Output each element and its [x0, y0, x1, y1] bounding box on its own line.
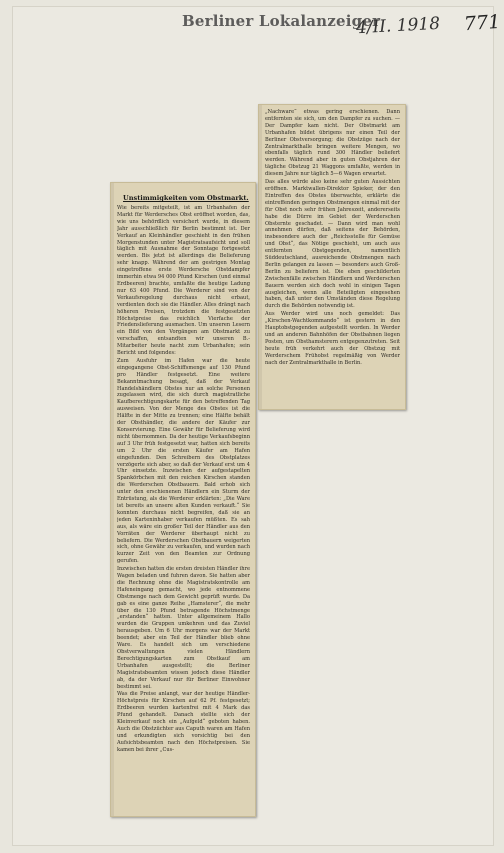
handwritten-date: 4/II. 1918 — [355, 13, 441, 39]
clipping-shadow — [111, 183, 114, 816]
right-paragraph-2: Das alles würde also keine sehr guten Aussichten eröffnen. Marktwallen-Direktor Spieker, der den Eintreffen des Obstes überwachte, erklärte die eintreffenden geringen Obstmengen einmal mit der für Obst noch sehr frühen Jahreszeit, andererseits habe die Dürre im Gebiet der Werderschen Obsternte geschadet. — Dann wird man wohl annehmen dürfen, daß seitens der Behörden, insbesondere auch der „Reichsstelle für Gemüse und Obst“, das Nötige geschieht, um auch aus entfernten Obstgegenden, namentlich Süddeutschland, ausreichende Obstmengen nach Berlin gelangen zu lassen — besonders auch Groß-Berlin zu beliefern ist. Die eben geschilderten Zwischenfälle zwischen Händlern und Werderschen Bauern werden sich doch wohl in einigen Tagen ausgleichen, wenn alle Beteiligten eingesehen haben, daß unter den Umständen diese Regelung durch die Behörden notwendig ist. — [265, 179, 400, 310]
article-headline: Unstimmigkeiten vom Obstmarkt. — [123, 194, 249, 202]
left-paragraph-4: Was die Preise anlangt, war der heutige Händler-Höchstpreis für Kirschen auf 62 Pf. festgesetzt; Erdbeeren wurden kartenfrei mit 4 Mark das Pfund gehandelt. Danach stellte sich der Kleinverkauf noch ein „Aufgeld“ geboten haben. Auch die Obstzüchter aus Caputh waren am Hafen und erkundigten sich vorsichtig bei den Aufsichtsbeamten nach den Höchstpreisen. Sie kamen bei ihrer „Cus- — [117, 691, 250, 753]
right-paragraph-1: „Nachware“ etwas gering erschienen. Dann entfernten sie sich, um den Dampfer zu suchen. — Der Dampfer kam nicht. Der Obstmarkt am Urbanhafen bildet übrigens nur einen Teil der Berliner Obstversorgung; die Obstzüge nach der Zentralmarkthalle bringen weitere Mengen, wo ebenfalls täglich rund 300 Händler beliefert werden. Während aber in guten Obstjahren der tägliche Obstzug 21 Waggons umfaßte, werden in diesem Jahre nur täglich 5—6 Wagen erwartet. — [265, 109, 400, 178]
clipping-shadow — [259, 105, 262, 409]
right-clipping — [258, 104, 406, 410]
left-paragraph-2: Zum Ausfuhr im Hafen war die heute eingegangene Obst-Schiffsmenge auf 130 Pfund pro Händler festgesetzt. Eine weitere Bekanntmachung besagt, daß der Verkauf Handelshändlern Obstes nur an solche Personen zugelassen wird, die sich durch magistratliche Kaufberechtigungskarte für den betreffenden Tag ausweisen. Von der Menge des Obstes ist die Hälfte in der Mitte zu trennen; eine Hälfte behält der Obsthändler, die andere der Käufer zur Konservierung. Eine Gewähr für Belieferung wird nicht übernommen. Da der heutige Verkaufsbeginn auf 3 Uhr früh festgesetzt war, hatten sich bereits um 2 Uhr die ersten Käufer am Hafen eingefunden. Den Schreibern des Obstplatzes verzögerte sich aber, so daß der Verkauf erst um 4 Uhr einsetzte. Inzwischen der aufgestapelten Spankörbchen mit den reichen Kirschen standen die Werderschen Obstbauern. Bald erhob sich unter den erschienenen Händlern ein Sturm der Entrüstung, als die Werderer erklärten: „Die Ware ist bereits an unsere alten Kunden verkauft.“ Sie konnten durchaus nicht begreifen, daß sie an jeden Karteninhaber verkaufen müßten. Es sah aus, als wäre ein großer Teil der Händler aus den Vorräten der Werderer überhaupt nicht zu beliefern. Die Werderschen Obstbauern weigerten sich, ohne Gewähr zu verkaufen, und wurden nach kurzer Zeit von den Beamten zur Ordnung gerufen. — [117, 357, 250, 565]
right-clipping-text — [265, 109, 400, 405]
left-clipping — [110, 182, 256, 817]
left-clipping-text — [117, 187, 250, 812]
right-paragraph-3: Aus Werder wird uns noch gemeldet: Das „Kirschen-Wachtkommando“ ist gestern in den Hauptobstgegenden aufgestellt worden. In Werder und an anderen Bahnhöfen der Obstbahnen liegen Posten, um Obsthamsterern entgegenzutreten. Seit heute früh verkehrt auch der Obstzug mit Werderschem Frühobst regelmäßig von Werder nach der Zentralmarkthalle in Berlin. — [265, 311, 400, 366]
left-paragraph-1: Wie bereits mitgeteilt, ist am Urbanhafen der Markt für Werdersches Obst eröffnet worden, das, wie uns behördlich versichert wurde, in diesem Jahr ausschließlich für Berlin bestimmt ist. Der Verkauf an Kleinhändler geschieht in den frühen Morgenstunden unter Magistratsaufsicht und soll täglich mit Ausnahme der Sonntage fortgesetzt werden. Bis jetzt ist allerdings die Belieferung sehr knapp. Während der am gestrigen Montag eingetroffene erste Werdersche Obstdampfer immerhin etwa 94 000 Pfund Kirschen (und einmal Erdbeeren) brachte, umfaßte die heutige Ladung nur 63 400 Pfund. Die Werderer sind von der Verkaufsregelung durchaus nicht erbaut, verdienten doch sie die Händler. Alles drängt nach höheren Preisen, trotzdem die festgesetzten Höchstpreise das reichlich Vierfache der Friedenslieferung ausmachen. Um unseren Lesern ein Bild von den Vorgängen am Obstmarkt zu verschaffen, entsandten wir unseren B.-Mitarbeiter heute nacht zum Urbanhafen; sein Bericht und folgendes: — [117, 205, 250, 357]
newspaper-stamp: Berliner Lokalanzeiger — [182, 12, 381, 30]
handwritten-mark: 771 — [463, 10, 501, 36]
left-paragraph-3: Inzwischen hatten die ersten dreisten Händler ihre Wagen beladen und fuhren davon. Sie hatten aber die Rechnung ohne die Magistratskontrolle am Hafeneingang gemacht, wo jede entnommene Obstmenge nach dem Gewicht geprüft wurde. Da gab es eine ganze Reihe „Hamsterer“, die mehr über die 130 Pfund betragende Höchstmenge „erstanden“ hatten. Unter allgemeinem Hallo wurden die Gruppen umkehren und das Zuviel herausgeben. Um 6 Uhr morgens war der Markt beendet; aber ein Teil der Händler blieb ohne Ware. Es handelt sich um verschiedene Obstverwaltungen vielen Händlern Berechtigungskarten zum Obstkauf am Urbanhafen ausgestellt; die Berliner Magistratsbeamten wissen jedoch diese Händler ab, da der Verkauf nur für Berliner Einwohner bestimmt sei. — [117, 566, 250, 690]
